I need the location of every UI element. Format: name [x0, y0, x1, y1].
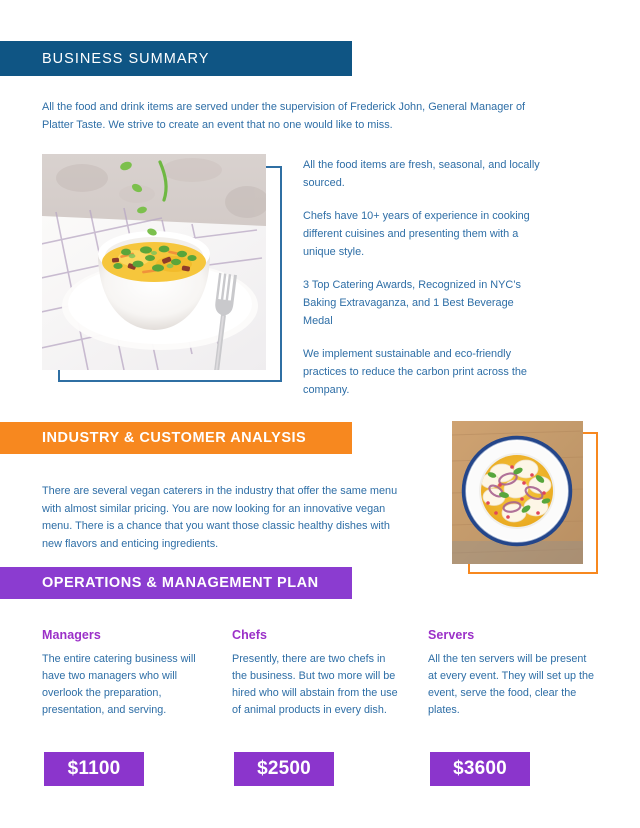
- industry-analysis-paragraph: There are several vegan caterers in the industry that offer the same menu with almost similar pricing. You are now looking for an innovative vegan menu. There is a chance that you want those classic healthy dishes with new flavors and enticing ingredients.: [42, 485, 398, 550]
- feature-item: All the food items are fresh, seasonal, and locally sourced.: [303, 159, 540, 189]
- section-header-operations-plan: [0, 567, 352, 599]
- role-title-servers: Servers: [428, 628, 475, 642]
- feature-item: Chefs have 10+ years of experience in cooking different cuisines and presenting them with a unique style.: [303, 210, 530, 258]
- section-header-industry-analysis-label: INDUSTRY & CUSTOMER ANALYSIS: [42, 430, 307, 446]
- salad-bowl-photo: [42, 154, 266, 370]
- ceviche-bowl-photo: [452, 421, 583, 564]
- section-header-business-summary-label: BUSINESS SUMMARY: [42, 50, 210, 67]
- role-description-servers: All the ten servers will be present at every event. They will set up the event, serve the food, clear the plates.: [428, 653, 595, 717]
- business-summary-feature-list: [303, 157, 543, 399]
- feature-item: 3 Top Catering Awards, Recognized in NYC’s Baking Extravaganza, and 1 Best Beverage Medal: [303, 279, 521, 327]
- section-header-operations-plan-label: OPERATIONS & MANAGEMENT PLAN: [42, 575, 319, 591]
- price-badge-chefs: $2500: [234, 752, 334, 786]
- role-title-chefs: Chefs: [232, 628, 268, 642]
- role-column-managers: [42, 628, 212, 719]
- price-badge-servers: $3600: [430, 752, 530, 786]
- role-column-servers: [428, 628, 598, 719]
- role-title-managers: Managers: [42, 628, 101, 642]
- ceviche-bowl-photo-graphic: [452, 421, 583, 564]
- section-header-industry-analysis: [0, 422, 352, 454]
- price-badge-managers: $1100: [44, 752, 144, 786]
- role-column-chefs: [232, 628, 402, 719]
- business-summary-intro-paragraph: All the food and drink items are served under the supervision of Frederick John, General Manager of Platter Taste. We strive to create an event that no one would like to miss.: [42, 101, 526, 131]
- role-description-managers: The entire catering business will have two managers who will overlook the preparation, presentation, and serving.: [42, 653, 196, 717]
- salad-bowl-photo-graphic: [42, 154, 266, 370]
- feature-item: We implement sustainable and eco-friendly practices to reduce the carbon print across the company.: [303, 348, 527, 396]
- role-description-chefs: Presently, there are two chefs in the business. But two more will be hired who will abstain from the use of animal products in every dish.: [232, 653, 398, 717]
- section-header-business-summary: [0, 41, 352, 76]
